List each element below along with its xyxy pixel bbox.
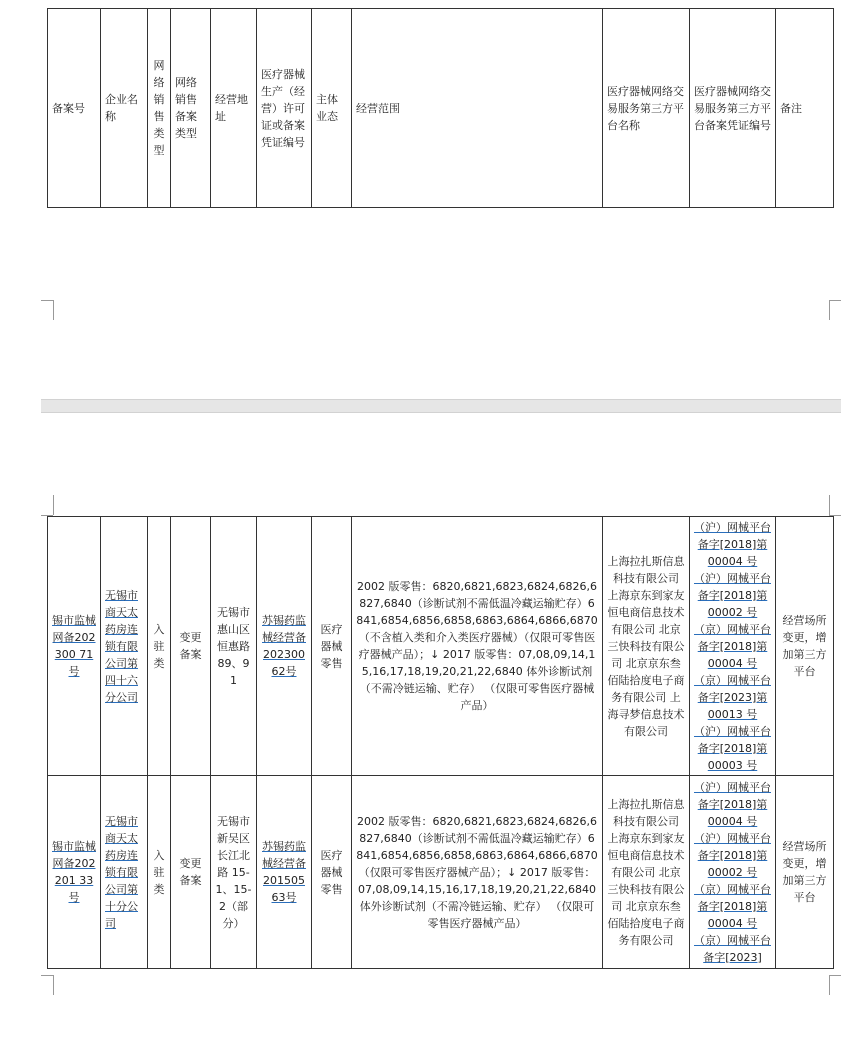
col-remarks: 备注 [776, 9, 834, 208]
table-row [48, 776, 834, 969]
page-corner-mark [829, 975, 830, 995]
cell-online-sales: 入驻类 [148, 517, 171, 776]
cell-company: 无锡市商天太药房连锁有限公司第十分公司 [101, 776, 148, 969]
cell-address: 无锡市惠山区恒惠路89、91 [211, 517, 257, 776]
page-corner-mark [41, 300, 53, 301]
cell-main-business: 医疗器械零售 [312, 776, 352, 969]
cell-platform-no: （沪）网械平台备字[2018]第 00004 号 （沪）网械平台备字[2018]第 00002 号 （京）网械平台备字[2018]第 00004 号 （京）网械平台备字[2023] [690, 776, 776, 969]
cell-online-sales: 入驻类 [148, 776, 171, 969]
page-separator [41, 399, 841, 413]
page-corner-mark [829, 300, 830, 320]
cell-record-no: 锡市监械网备202300 71号 [48, 517, 101, 776]
page-corner-mark [53, 495, 54, 515]
col-company: 企业名称 [101, 9, 148, 208]
cell-remarks: 经营场所变更，增加第三方平台 [776, 517, 834, 776]
table-header [47, 8, 834, 208]
cell-license: 苏锡药监械经营备20230062号 [257, 517, 312, 776]
col-license: 医疗器械生产（经营）许可证或备案凭证编号 [257, 9, 312, 208]
cell-platform-name: 上海拉扎斯信息科技有限公司 上海京东到家友恒电商信息技术有限公司 北京三快科技有限公司 北京京东叁佰陆拾度电子商务有限公司 上海寻梦信息技术有限公司 [603, 517, 690, 776]
col-platform-name: 医疗器械网络交易服务第三方平台名称 [603, 9, 690, 208]
col-record-no: 备案号 [48, 9, 101, 208]
cell-scope: 2002 版零售：6820,6821,6823,6824,6826,6827,6840（诊断试剂不需低温冷藏运输贮存）6841,6854,6856,6858,6863,6864,6866,6870（不含植入类和介入类医疗器械）（仅限可零售医疗器械产品）；↓ 2017 版零售：07,08,09,14,15,16,17,18,19,20,21,22,6840 体外诊断试剂（不需冷链运输、贮存） （仅限可零售医疗器械产品） [352, 517, 603, 776]
cell-license: 苏锡药监械经营备20150563号 [257, 776, 312, 969]
cell-scope: 2002 版零售：6820,6821,6823,6824,6826,6827,6840（诊断试剂不需低温冷藏运输贮存）6841,6854,6856,6858,6863,6864,6866,6870（仅限可零售医疗器械产品）；↓ 2017 版零售：07,08,09,14,15,16,17,18,19,20,21,22,6840 体外诊断试剂（不需冷链运输、贮存） （仅限可零售医疗器械产品） [352, 776, 603, 969]
cell-filing-type: 变更备案 [171, 517, 211, 776]
cell-platform-no: （沪）网械平台备字[2018]第 00004 号 （沪）网械平台备字[2018]第 00002 号 （京）网械平台备字[2018]第 00004 号 （京）网械平台备字[2023]第 00013 号 （沪）网械平台备字[2018]第 00003 号 [690, 517, 776, 776]
col-main-business: 主体业态 [312, 9, 352, 208]
page-corner-mark [41, 975, 53, 976]
cell-filing-type: 变更备案 [171, 776, 211, 969]
table-row [48, 517, 834, 776]
page-corner-mark [53, 300, 54, 320]
col-scope: 经营范围 [352, 9, 603, 208]
cell-address: 无锡市新吴区长江北路 15-1、15-2（部分） [211, 776, 257, 969]
table-header-row [48, 9, 834, 208]
page-corner-mark [829, 495, 830, 515]
cell-remarks: 经营场所变更，增加第三方平台 [776, 776, 834, 969]
page-corner-mark [829, 300, 841, 301]
page-corner-mark [53, 975, 54, 995]
col-platform-no: 医疗器械网络交易服务第三方平台备案凭证编号 [690, 9, 776, 208]
cell-main-business: 医疗器械零售 [312, 517, 352, 776]
cell-platform-name: 上海拉扎斯信息科技有限公司 上海京东到家友恒电商信息技术有限公司 北京三快科技有限公司 北京京东叁佰陆拾度电子商务有限公司 [603, 776, 690, 969]
col-online-sales: 网络销售类型 [148, 9, 171, 208]
page-corner-mark [829, 975, 841, 976]
col-filing-type: 网络销售备案类型 [171, 9, 211, 208]
col-address: 经营地址 [211, 9, 257, 208]
table-body [47, 516, 834, 969]
cell-record-no: 锡市监械网备202201 33号 [48, 776, 101, 969]
cell-company: 无锡市商天太药房连锁有限公司第四十六分公司 [101, 517, 148, 776]
